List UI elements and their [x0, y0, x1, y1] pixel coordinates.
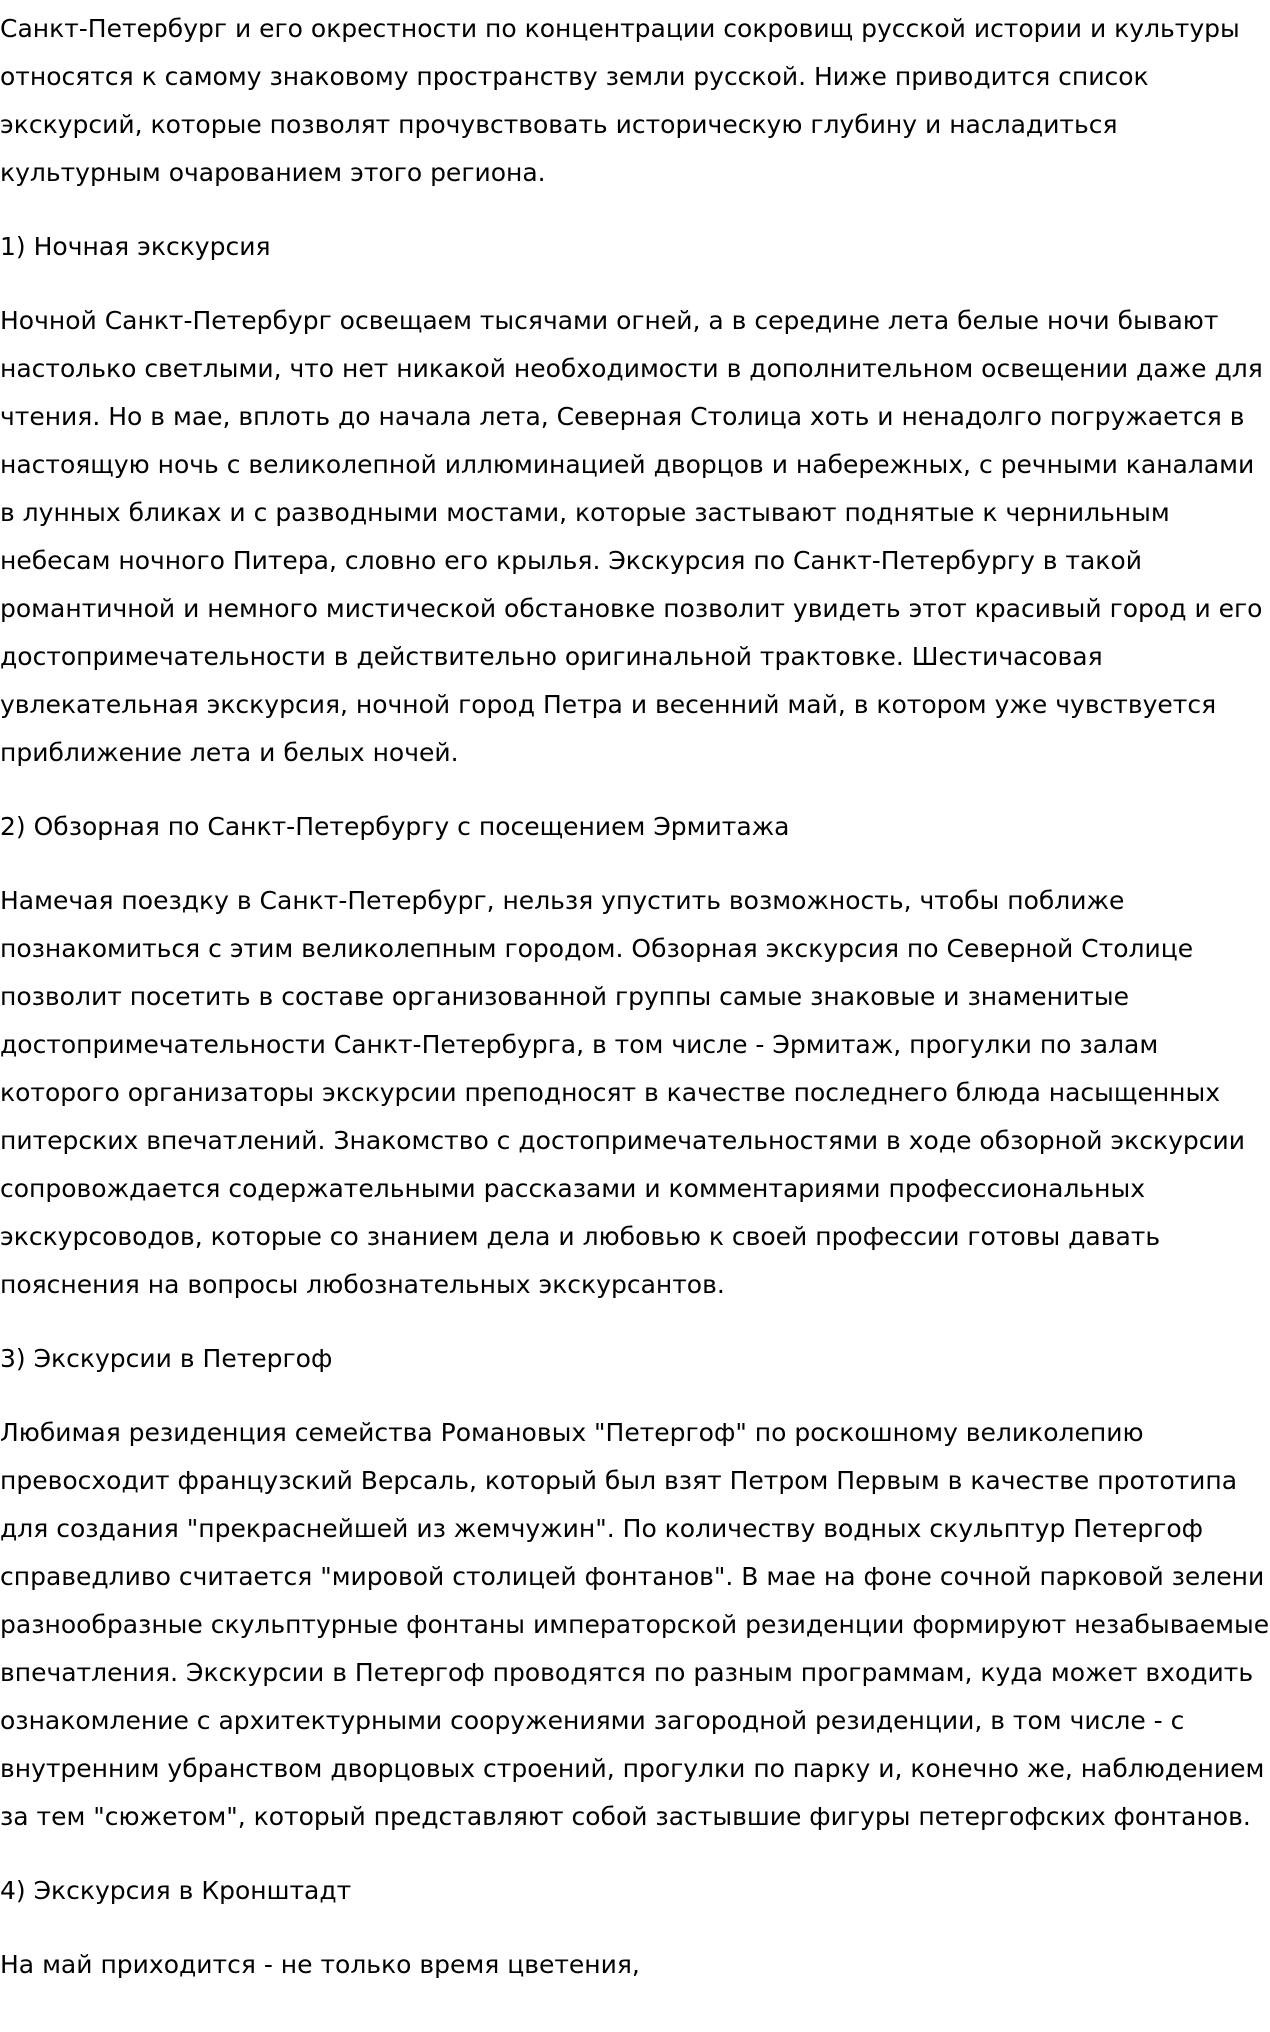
- article: [0, 5, 1270, 2015]
- section-heading-night-tour: 1) Ночная экскурсия: [0, 232, 271, 261]
- section-heading-kronstadt-tour: 4) Экскурсия в Кронштадт: [0, 1876, 352, 1905]
- section-heading-peterhof-tour: 3) Экскурсии в Петергоф: [0, 1344, 333, 1373]
- section-text-night-tour: Ночной Санкт-Петербург освещаем тысячами огней, а в середине лета белые ночи бывают настолько светлыми, что нет никакой необходимости в дополнительном освещении даже для чтения. Но в мае, вплоть до начала лета, Северная Столица хоть и ненадолго погружается в настоящую ночь с великолепной иллюминацией дворцов и набережных, с речными каналами в лунных бликах и с разводными мостами, которые застывают поднятые к чернильным небесам ночного Питера, словно его крылья. Экскурсия по Санкт-Петербургу в такой романтичной и немного мистической обстановке позволит увидеть этот красивый город и его достопримечательности в действительно оригинальной трактовке. Шестичасовая увлекательная экскурсия, ночной город Петра и весенний май, в котором уже чувствуется приближение лета и белых ночей.: [0, 306, 1263, 767]
- section-heading-hermitage-tour: 2) Обзорная по Санкт-Петербургу с посещением Эрмитажа: [0, 812, 790, 841]
- section-text-kronstadt-tour: На май приходится - не только время цветения,: [0, 1950, 640, 1979]
- section-text-hermitage-tour: Намечая поездку в Санкт-Петербург, нельзя упустить возможность, чтобы поближе познакомиться с этим великолепным городом. Обзорная экскурсия по Северной Столице позволит посетить в составе организованной группы самые знаковые и знаменитые достопримечательности Санкт-Петербурга, в том числе - Эрмитаж, прогулки по залам которого организаторы экскурсии преподносят в качестве последнего блюда насыщенных питерских впечатлений. Знакомство с достопримечательностями в ходе обзорной экскурсии сопровождается содержательными рассказами и комментариями профессиональных экскурсоводов, которые со знанием дела и любовью к своей профессии готовы давать пояснения на вопросы любознательных экскурсантов.: [0, 886, 1246, 1299]
- article-intro: Санкт-Петербург и его окрестности по концентрации сокровищ русской истории и культуры относятся к самому знаковому пространству земли русской. Ниже приводится список экскурсий, которые позволят прочувствовать историческую глубину и насладиться культурным очарованием этого региона.: [0, 14, 1240, 187]
- section-text-peterhof-tour: Любимая резиденция семейства Романовых "Петергоф" по роскошному великолепию превосходит французский Версаль, который был взят Петром Первым в качестве прототипа для создания "прекраснейшей из жемчужин". По количеству водных скульптур Петергоф справедливо считается "мировой столицей фонтанов". В мае на фоне сочной парковой зелени разнообразные скульптурные фонтаны императорской резиденции формируют незабываемые впечатления. Экскурсии в Петергоф проводятся по разным программам, куда может входить ознакомление с архитектурными сооружениями загородной резиденции, в том числе - с внутренним убранством дворцовых строений, прогулки по парку и, конечно же, наблюдением за тем "сюжетом", который представляют собой застывшие фигуры петергофских фонтанов.: [0, 1418, 1270, 1831]
